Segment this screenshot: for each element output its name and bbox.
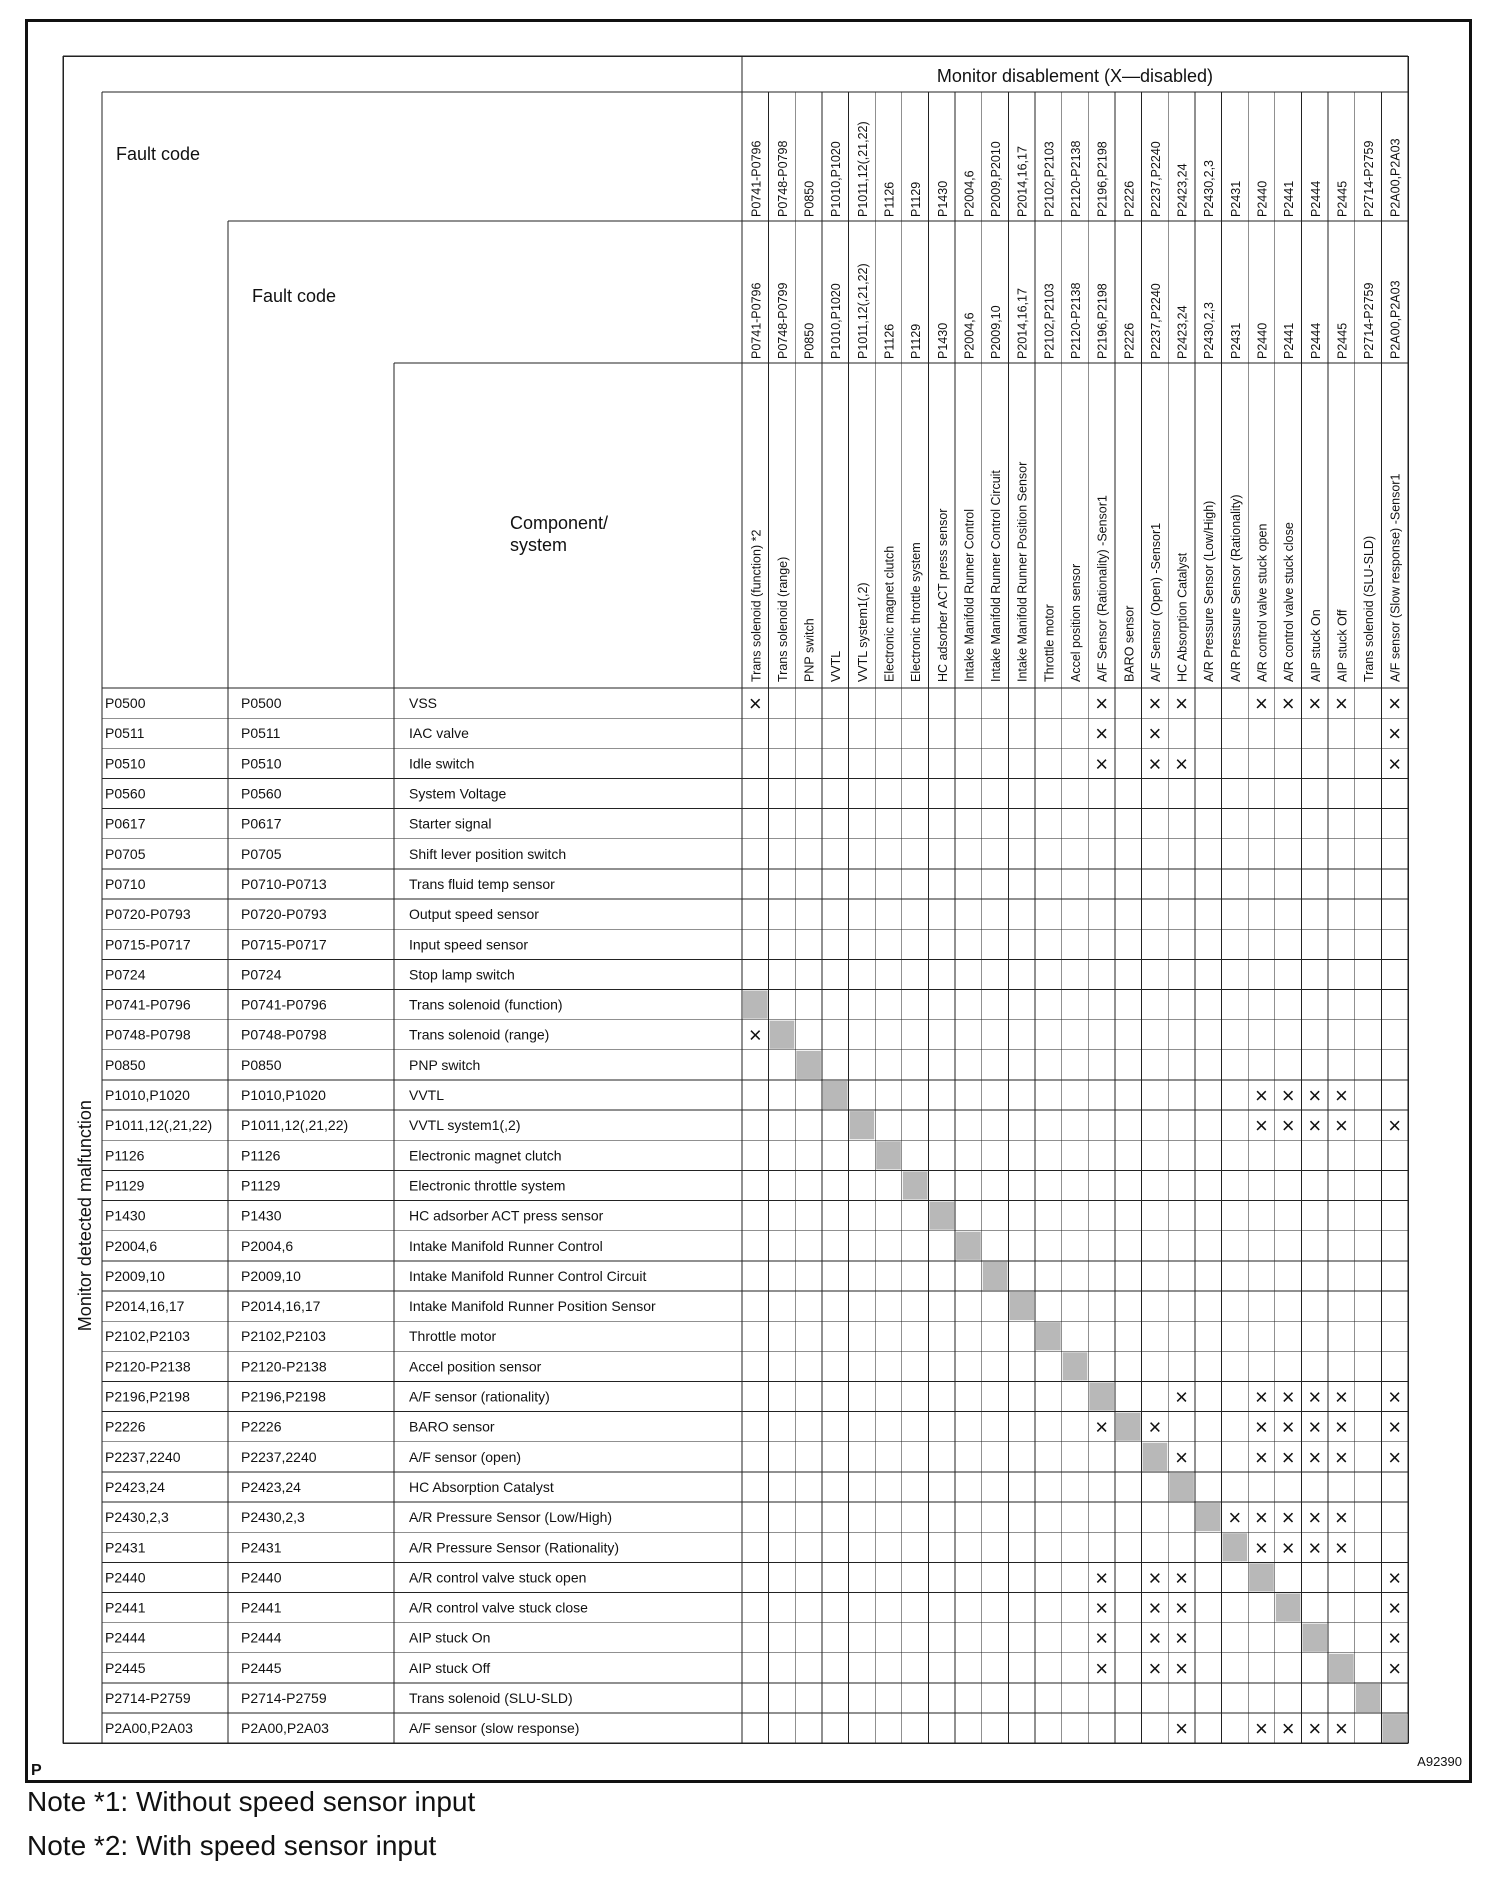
column-code-mid: P1011,12(,21,22) <box>855 263 870 359</box>
column-code-mid: P2714-P2759 <box>1362 282 1377 359</box>
row-component: Stop lamp switch <box>409 966 515 983</box>
row-fault-code: P0705 <box>105 845 146 862</box>
disabled-mark: × <box>748 691 762 717</box>
column-code-top: P2014,16,17 <box>1015 146 1030 217</box>
column-code-mid: P2196,P2198 <box>1095 283 1110 359</box>
row-fault-code: P2009,10 <box>105 1267 165 1284</box>
row-fault-code-detail: P0617 <box>241 815 282 832</box>
column-code-top: P2237,P2240 <box>1148 141 1163 217</box>
row-component: Shift lever position switch <box>409 845 567 862</box>
column-code-mid: P2004,6 <box>962 312 977 359</box>
row-component: HC Absorption Catalyst <box>409 1478 554 1495</box>
disabled-mark: × <box>1175 1625 1188 1651</box>
column-code-mid: P2226 <box>1122 322 1137 359</box>
row-component: Idle switch <box>409 755 475 772</box>
row-component: Electronic magnet clutch <box>409 1147 562 1164</box>
row-fault-code-detail: P2A00,P2A03 <box>241 1720 329 1737</box>
column-description: Intake Manifold Runner Control Circuit <box>989 470 1004 682</box>
disabled-mark: × <box>1255 1414 1268 1440</box>
row-fault-code-detail: P2120-P2138 <box>241 1358 327 1375</box>
column-description: A/R control valve stuck close <box>1282 522 1297 682</box>
row-fault-code: P1011,12(,21,22) <box>105 1117 213 1134</box>
row-fault-code-detail: P0715-P0717 <box>241 936 327 953</box>
column-code-top: P2009,P2010 <box>989 141 1004 217</box>
row-fault-code: P0850 <box>105 1056 146 1073</box>
disabled-mark: × <box>1388 751 1402 777</box>
disabled-mark: × <box>1095 721 1109 747</box>
row-fault-code: P2237,2240 <box>105 1448 181 1465</box>
column-code-top: P2004,6 <box>962 170 977 217</box>
column-description: Throttle motor <box>1042 604 1057 682</box>
row-fault-code-detail: P2440 <box>241 1569 282 1586</box>
row-fault-code-detail: P0710-P0713 <box>241 875 327 892</box>
disabled-mark: × <box>1388 1444 1402 1470</box>
column-code-top: P2431 <box>1228 180 1243 217</box>
column-code-top: P0741-P0796 <box>749 140 764 217</box>
disabled-mark: × <box>1255 1083 1268 1109</box>
disabled-mark: × <box>1388 691 1402 717</box>
row-fault-code-detail: P2004,6 <box>241 1237 294 1254</box>
row-fault-code: P2226 <box>105 1418 146 1435</box>
column-description: A/F Sensor (Rationality) -Sensor1 <box>1095 495 1110 682</box>
row-component: Input speed sensor <box>409 936 529 953</box>
shaded-cell <box>929 1202 954 1230</box>
shaded-cell <box>1036 1322 1061 1350</box>
row-component: Intake Manifold Runner Position Sensor <box>409 1298 656 1315</box>
column-code-top: P1126 <box>882 181 897 217</box>
row-fault-code: P2431 <box>105 1539 146 1556</box>
column-code-top: P2441 <box>1282 180 1297 217</box>
column-code-mid: P2431 <box>1228 322 1243 359</box>
disabled-mark: × <box>1175 1444 1188 1470</box>
column-description: A/R Pressure Sensor (Rationality) <box>1228 494 1243 682</box>
row-component: A/R control valve stuck open <box>409 1569 587 1586</box>
row-fault-code: P0500 <box>105 695 146 712</box>
disabled-mark: × <box>1095 1595 1109 1621</box>
row-fault-code: P2441 <box>105 1599 146 1616</box>
disabled-mark: × <box>1334 1716 1348 1742</box>
row-fault-code: P0710 <box>105 875 146 892</box>
disabled-mark: × <box>1308 691 1322 717</box>
row-component: A/F sensor (open) <box>409 1448 522 1465</box>
shaded-cell <box>770 1021 795 1049</box>
column-code-top: P1010,P1020 <box>829 141 844 217</box>
row-fault-code-detail: P2102,P2103 <box>241 1328 326 1345</box>
row-fault-code: P0511 <box>105 725 145 742</box>
column-code-top: P2102,P2103 <box>1042 141 1057 217</box>
shaded-cell <box>1196 1503 1221 1531</box>
disabled-mark: × <box>1175 1384 1188 1410</box>
shaded-cell <box>1116 1413 1141 1441</box>
row-fault-code-detail: P1430 <box>241 1207 282 1224</box>
column-code-top: P2226 <box>1122 180 1137 217</box>
shaded-cell <box>1009 1292 1034 1320</box>
column-description: A/R Pressure Sensor (Low/High) <box>1202 500 1217 682</box>
column-description: HC adsorber ACT press sensor <box>935 508 950 682</box>
disabled-mark: × <box>1175 1655 1188 1681</box>
row-fault-code-detail: P2431 <box>241 1539 282 1556</box>
component-header: Component/ <box>510 513 609 533</box>
column-code-mid: P1010,P1020 <box>829 283 844 359</box>
row-component: IAC valve <box>409 725 469 742</box>
row-component: PNP switch <box>409 1056 481 1073</box>
column-code-top: P2423,24 <box>1175 163 1190 217</box>
side-label: Monitor detected malfunction <box>75 1100 95 1332</box>
row-fault-code-detail: P0560 <box>241 785 282 802</box>
disabled-mark: × <box>1095 691 1109 717</box>
row-fault-code-detail: P1010,P1020 <box>241 1087 326 1104</box>
disabled-mark: × <box>1281 1535 1295 1561</box>
row-component: A/F sensor (slow response) <box>409 1720 580 1737</box>
row-fault-code-detail: P1011,12(,21,22) <box>241 1117 349 1134</box>
column-description: VVTL system1(,2) <box>855 582 870 682</box>
row-component: VSS <box>409 695 438 712</box>
disabled-mark: × <box>1281 1113 1295 1139</box>
shaded-cell <box>1143 1443 1168 1471</box>
row-component: Trans solenoid (range) <box>409 1026 550 1043</box>
row-component: VVTL system1(,2) <box>409 1117 521 1134</box>
disabled-mark: × <box>1334 1535 1348 1561</box>
disabled-mark: × <box>1334 1113 1348 1139</box>
row-fault-code-detail: P2237,2240 <box>241 1448 317 1465</box>
column-code-mid: P0748-P0799 <box>775 282 790 359</box>
column-description: Accel position sensor <box>1069 563 1083 682</box>
disabled-mark: × <box>1388 1113 1402 1139</box>
row-fault-code: P0510 <box>105 755 146 772</box>
column-code-mid: P1129 <box>909 323 924 359</box>
disabled-mark: × <box>1308 1716 1322 1742</box>
disabled-mark: × <box>1334 1444 1348 1470</box>
disabled-mark: × <box>1095 1565 1109 1591</box>
disabled-mark: × <box>1175 1716 1188 1742</box>
shaded-cell <box>796 1051 821 1079</box>
row-fault-code-detail: P0705 <box>241 845 282 862</box>
row-component: A/F sensor (rationality) <box>409 1388 550 1405</box>
row-fault-code-detail: P2014,16,17 <box>241 1298 321 1315</box>
shaded-cell <box>876 1141 901 1169</box>
column-code-mid: P2444 <box>1308 322 1323 359</box>
row-fault-code-detail: P0510 <box>241 755 282 772</box>
disabled-mark: × <box>1281 1384 1295 1410</box>
disabled-mark: × <box>1255 1535 1268 1561</box>
disabled-mark: × <box>1308 1535 1322 1561</box>
disabled-mark: × <box>1388 1384 1402 1410</box>
column-description: Intake Manifold Runner Position Sensor <box>1015 461 1030 682</box>
row-fault-code: P0560 <box>105 785 146 802</box>
row-component: System Voltage <box>409 785 507 802</box>
column-code-top: P2440 <box>1255 180 1270 217</box>
row-component: Intake Manifold Runner Control Circuit <box>409 1267 647 1284</box>
column-description: PNP switch <box>802 618 817 682</box>
disabled-mark: × <box>1388 1595 1402 1621</box>
column-code-top: P0748-P0798 <box>775 140 790 217</box>
column-description: Trans solenoid (function) *2 <box>749 529 764 682</box>
column-code-mid: P2440 <box>1255 322 1270 359</box>
shaded-cell <box>1249 1563 1274 1591</box>
column-code-top: P2430,2,3 <box>1202 160 1217 217</box>
row-fault-code-detail: P2441 <box>241 1599 282 1616</box>
disabled-mark: × <box>1308 1505 1322 1531</box>
row-component: Starter signal <box>409 815 492 832</box>
shaded-cell <box>1089 1382 1114 1410</box>
column-code-mid: P2120-P2138 <box>1069 282 1083 359</box>
column-code-mid: P1126 <box>882 323 897 359</box>
row-fault-code: P1129 <box>105 1177 145 1194</box>
component-header: system <box>510 535 568 555</box>
disabled-mark: × <box>1095 1414 1109 1440</box>
disabled-mark: × <box>1388 721 1402 747</box>
column-code-mid: P0850 <box>802 322 817 359</box>
row-fault-code: P0720-P0793 <box>105 906 191 923</box>
row-fault-code: P1430 <box>105 1207 146 1224</box>
row-fault-code-detail: P2714-P2759 <box>241 1690 327 1707</box>
column-code-top: P1129 <box>909 181 924 217</box>
disabled-mark: × <box>1148 1655 1162 1681</box>
column-description: BARO sensor <box>1122 605 1137 682</box>
shaded-cell <box>1329 1654 1354 1682</box>
monitor-disablement-title: Monitor disablement (X—disabled) <box>936 66 1214 86</box>
column-code-mid: P2441 <box>1282 322 1297 359</box>
row-fault-code-detail: P2430,2,3 <box>241 1509 305 1526</box>
row-fault-code: P0748-P0798 <box>105 1026 191 1043</box>
column-code-mid: P2009,10 <box>989 305 1004 359</box>
shaded-cell <box>1063 1352 1088 1380</box>
disabled-mark: × <box>1334 691 1348 717</box>
column-description: Trans solenoid (SLU-SLD) <box>1362 535 1377 682</box>
disabled-mark: × <box>1175 691 1188 717</box>
disabled-mark: × <box>1308 1113 1322 1139</box>
row-fault-code: P1010,P1020 <box>105 1087 190 1104</box>
row-fault-code: P2423,24 <box>105 1478 165 1495</box>
row-component: Trans solenoid (function) <box>409 996 563 1013</box>
disabled-mark: × <box>1388 1655 1402 1681</box>
row-component: Output speed sensor <box>409 906 539 923</box>
row-fault-code-detail: P2423,24 <box>241 1478 301 1495</box>
column-code-mid: P2423,24 <box>1175 305 1190 359</box>
disabled-mark: × <box>1281 1716 1295 1742</box>
disabled-mark: × <box>1175 1595 1188 1621</box>
row-component: Trans solenoid (SLU-SLD) <box>409 1690 573 1707</box>
row-fault-code: P2440 <box>105 1569 146 1586</box>
row-component: Accel position sensor <box>409 1358 542 1375</box>
fault-code-header-top: Fault code <box>116 144 201 164</box>
column-code-top: P2196,P2198 <box>1095 141 1110 217</box>
row-fault-code-detail: P0724 <box>241 966 282 983</box>
disabled-mark: × <box>748 1022 762 1048</box>
disabled-mark: × <box>1308 1083 1322 1109</box>
disabled-mark: × <box>1334 1414 1348 1440</box>
column-description: VVTL <box>829 650 844 682</box>
column-description: A/R control valve stuck open <box>1255 523 1270 682</box>
column-code-top: P1430 <box>935 180 950 217</box>
disabled-mark: × <box>1148 1625 1162 1651</box>
row-component: AIP stuck On <box>409 1629 491 1646</box>
column-description: AIP stuck Off <box>1335 609 1350 682</box>
row-fault-code: P0741-P0796 <box>105 996 191 1013</box>
shaded-cell <box>850 1111 875 1139</box>
column-code-top: P0850 <box>802 180 817 217</box>
disabled-mark: × <box>1148 721 1162 747</box>
disabled-mark: × <box>1255 691 1268 717</box>
column-description: HC Absorption Catalyst <box>1175 552 1190 682</box>
disabled-mark: × <box>1255 1505 1268 1531</box>
row-fault-code-detail: P2444 <box>241 1629 282 1646</box>
note-1: Note *1: Without speed sensor input <box>27 1786 476 1817</box>
column-code-mid: P2237,P2240 <box>1148 283 1163 359</box>
disabled-mark: × <box>1095 1655 1109 1681</box>
note-2: Note *2: With speed sensor input <box>27 1830 437 1861</box>
row-component: A/R Pressure Sensor (Low/High) <box>409 1509 613 1526</box>
row-fault-code-detail: P2009,10 <box>241 1267 301 1284</box>
shaded-cell <box>743 991 768 1019</box>
row-fault-code: P2014,16,17 <box>105 1298 185 1315</box>
row-fault-code-detail: P0720-P0793 <box>241 906 327 923</box>
column-description: A/F Sensor (Open) -Sensor1 <box>1148 522 1163 682</box>
column-code-top: P2444 <box>1308 180 1323 217</box>
disabled-mark: × <box>1148 1414 1162 1440</box>
column-code-top: P2445 <box>1335 180 1350 217</box>
shaded-cell <box>823 1081 848 1109</box>
disabled-mark: × <box>1281 1444 1295 1470</box>
disabled-mark: × <box>1148 1565 1162 1591</box>
column-code-top: P2A00,P2A03 <box>1388 138 1403 217</box>
disabled-mark: × <box>1148 1595 1162 1621</box>
disabled-mark: × <box>1281 1414 1295 1440</box>
disabled-mark: × <box>1388 1625 1402 1651</box>
column-code-top: P2714-P2759 <box>1362 140 1377 217</box>
row-fault-code-detail: P0741-P0796 <box>241 996 327 1013</box>
row-component: Electronic throttle system <box>409 1177 566 1194</box>
row-fault-code-detail: P2226 <box>241 1418 282 1435</box>
disabled-mark: × <box>1095 751 1109 777</box>
fault-code-header-mid: Fault code <box>252 286 337 306</box>
disabled-mark: × <box>1148 751 1162 777</box>
row-component: A/R Pressure Sensor (Rationality) <box>409 1539 620 1556</box>
row-fault-code: P0724 <box>105 966 146 983</box>
column-description: AIP stuck On <box>1308 609 1323 682</box>
disabled-mark: × <box>1308 1444 1322 1470</box>
disabled-mark: × <box>1255 1716 1268 1742</box>
shaded-cell <box>903 1171 928 1199</box>
shaded-cell <box>1356 1684 1381 1712</box>
shaded-cell <box>1169 1473 1194 1501</box>
shaded-cell <box>1302 1624 1327 1652</box>
row-fault-code: P2430,2,3 <box>105 1509 169 1526</box>
row-fault-code-detail: P0748-P0798 <box>241 1026 327 1043</box>
shaded-cell <box>1276 1594 1301 1622</box>
disabled-mark: × <box>1308 1384 1322 1410</box>
row-fault-code: P2004,6 <box>105 1237 158 1254</box>
row-component: VVTL <box>409 1087 445 1104</box>
disabled-mark: × <box>1281 691 1295 717</box>
shaded-cell <box>983 1262 1008 1290</box>
column-description: A/F sensor (Slow response) -Sensor1 <box>1388 473 1403 682</box>
column-description: Trans solenoid (range) <box>775 556 790 682</box>
disabled-mark: × <box>1175 1565 1188 1591</box>
disabled-mark: × <box>1388 1414 1402 1440</box>
row-fault-code-detail: P2445 <box>241 1659 282 1676</box>
row-fault-code: P0617 <box>105 815 146 832</box>
disabled-mark: × <box>1255 1113 1268 1139</box>
row-fault-code: P2714-P2759 <box>105 1690 191 1707</box>
disabled-mark: × <box>1255 1444 1268 1470</box>
disabled-mark: × <box>1334 1384 1348 1410</box>
row-fault-code: P0715-P0717 <box>105 936 191 953</box>
column-code-mid: P2102,P2103 <box>1042 283 1057 359</box>
row-fault-code: P2120-P2138 <box>105 1358 191 1375</box>
row-component: Trans fluid temp sensor <box>409 875 555 892</box>
row-fault-code: P2196,P2198 <box>105 1388 190 1405</box>
row-component: A/R control valve stuck close <box>409 1599 588 1616</box>
row-fault-code-detail: P2196,P2198 <box>241 1388 326 1405</box>
row-component: AIP stuck Off <box>409 1659 491 1676</box>
row-fault-code: P1126 <box>105 1147 145 1164</box>
row-component: Intake Manifold Runner Control <box>409 1237 603 1254</box>
disabled-mark: × <box>1148 691 1162 717</box>
column-code-mid: P2014,16,17 <box>1015 288 1030 359</box>
row-fault-code: P2A00,P2A03 <box>105 1720 193 1737</box>
row-fault-code: P2445 <box>105 1659 146 1676</box>
disabled-mark: × <box>1228 1505 1242 1531</box>
column-code-mid: P2430,2,3 <box>1202 302 1217 359</box>
column-code-top: P2120-P2138 <box>1069 140 1083 217</box>
column-description: Intake Manifold Runner Control <box>962 508 977 682</box>
column-code-mid: P2445 <box>1335 322 1350 359</box>
row-fault-code: P2444 <box>105 1629 146 1646</box>
shaded-cell <box>956 1232 981 1260</box>
row-component: HC adsorber ACT press sensor <box>409 1207 604 1224</box>
column-code-mid: P2A00,P2A03 <box>1388 280 1403 359</box>
shaded-cell <box>1382 1714 1407 1742</box>
disabled-mark: × <box>1281 1083 1295 1109</box>
disabled-mark: × <box>1281 1505 1295 1531</box>
row-fault-code-detail: P1126 <box>241 1147 281 1164</box>
disabled-mark: × <box>1334 1505 1348 1531</box>
column-code-mid: P1430 <box>935 322 950 359</box>
disabled-mark: × <box>1175 751 1188 777</box>
row-component: BARO sensor <box>409 1418 495 1435</box>
row-fault-code-detail: P0500 <box>241 695 282 712</box>
row-component: Throttle motor <box>409 1328 497 1345</box>
disabled-mark: × <box>1095 1625 1109 1651</box>
column-code-top: P1011,12(,21,22) <box>855 121 870 217</box>
column-code-mid: P0741-P0796 <box>749 282 764 359</box>
disabled-mark: × <box>1255 1384 1268 1410</box>
row-fault-code: P2102,P2103 <box>105 1328 190 1345</box>
column-description: Electronic magnet clutch <box>882 545 897 682</box>
row-fault-code-detail: P1129 <box>241 1177 281 1194</box>
column-description: Electronic throttle system <box>909 542 924 682</box>
row-fault-code-detail: P0511 <box>241 725 281 742</box>
shaded-cell <box>1223 1533 1248 1561</box>
figure-id: A92390 <box>1417 1754 1462 1769</box>
disabled-mark: × <box>1334 1083 1348 1109</box>
row-fault-code-detail: P0850 <box>241 1056 282 1073</box>
disabled-mark: × <box>1308 1414 1322 1440</box>
disabled-mark: × <box>1388 1565 1402 1591</box>
corner-letter: P <box>31 1762 42 1779</box>
